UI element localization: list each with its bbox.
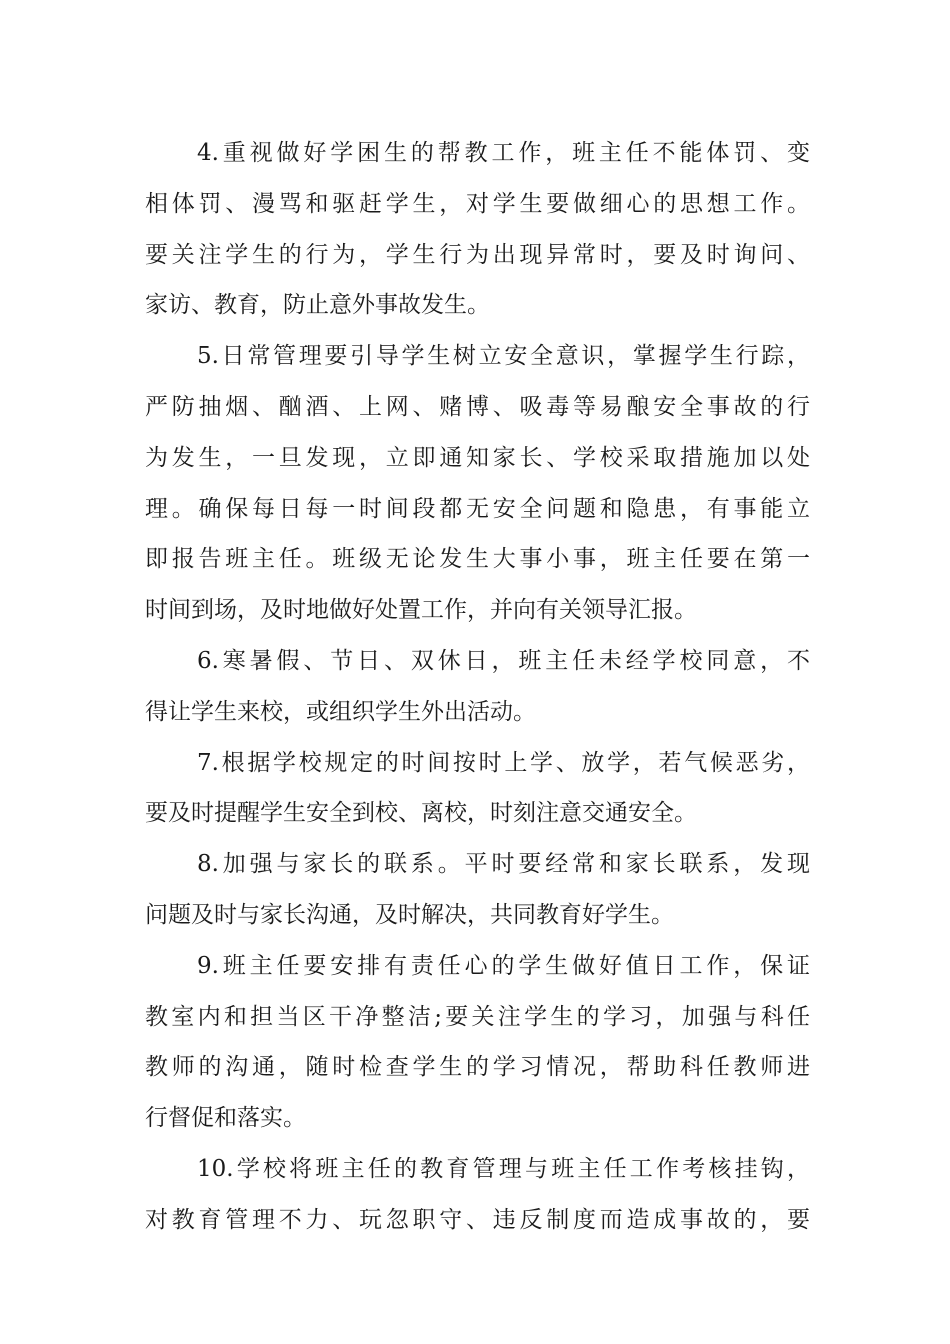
document-body — [145, 128, 810, 1246]
text-line: 时间到场，及时地做好处置工作，并向有关领导汇报。 — [145, 597, 697, 624]
text-line: 行督促和落实。 — [145, 1105, 306, 1132]
text-line: 家访、教育，防止意外事故发生。 — [145, 292, 490, 319]
text-line: 教师的沟通，随时检查学生的学习情况，帮助科任教师进 — [145, 1054, 810, 1081]
text-line: 为发生，一旦发现，立即通知家长、学校采取措施加以处 — [145, 444, 810, 471]
paragraph-6 — [145, 636, 810, 738]
text-line: 教室内和担当区干净整洁;要关注学生的学习，加强与科任 — [145, 1003, 810, 1030]
text-line: 对教育管理不力、玩忽职守、违反制度而造成事故的，要 — [145, 1206, 810, 1233]
paragraph-9 — [145, 941, 810, 1144]
text-line: 即报告班主任。班级无论发生大事小事，班主任要在第一 — [145, 546, 810, 573]
text-line: 8.加强与家长的联系。平时要经常和家长联系，发现 — [197, 851, 810, 878]
text-line: 得让学生来校，或组织学生外出活动。 — [145, 698, 536, 725]
text-line: 要关注学生的行为，学生行为出现异常时，要及时询问、 — [145, 241, 810, 268]
text-line: 相体罚、漫骂和驱赶学生，对学生要做细心的思想工作。 — [145, 190, 810, 217]
text-line: 4.重视做好学困生的帮教工作，班主任不能体罚、变 — [197, 140, 810, 166]
text-line: 7.根据学校规定的时间按时上学、放学，若气候恶劣， — [197, 749, 810, 776]
paragraph-7 — [145, 738, 810, 840]
text-line: 理。确保每日每一时间段都无安全问题和隐患，有事能立 — [145, 495, 810, 522]
text-line: 问题及时与家长沟通，及时解决，共同教育好学生。 — [145, 901, 674, 928]
text-line: 6.寒暑假、节日、双休日，班主任未经学校同意，不 — [197, 647, 810, 674]
text-line: 5.日常管理要引导学生树立安全意识，掌握学生行踪， — [197, 343, 810, 370]
text-line: 10.学校将班主任的教育管理与班主任工作考核挂钩， — [197, 1155, 810, 1182]
paragraph-10 — [145, 1144, 810, 1246]
paragraph-8 — [145, 839, 810, 941]
paragraph-5 — [145, 331, 810, 636]
paragraph-4 — [145, 128, 810, 331]
text-line: 严防抽烟、酗酒、上网、赌博、吸毒等易酿安全事故的行 — [145, 393, 810, 420]
text-line: 9.班主任要安排有责任心的学生做好值日工作，保证 — [197, 952, 810, 979]
text-line: 要及时提醒学生安全到校、离校，时刻注意交通安全。 — [145, 800, 697, 827]
